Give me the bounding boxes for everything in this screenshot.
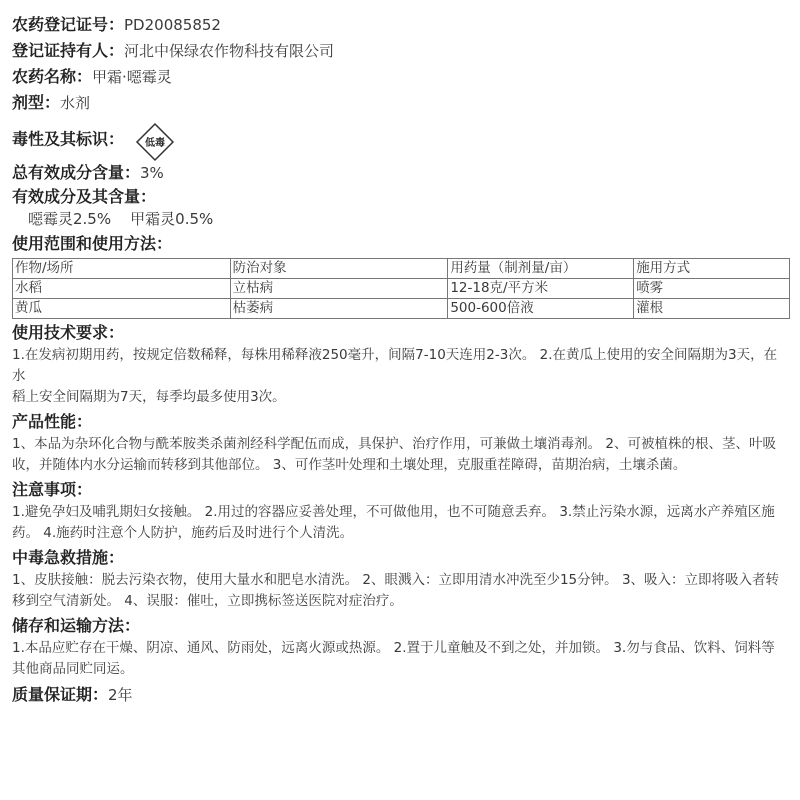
toxicity-label: 毒性及其标识： bbox=[12, 129, 125, 149]
usage-header-crop: 作物/场所 bbox=[13, 259, 231, 279]
usage-header-dosage: 用药量（制剂量/亩） bbox=[448, 259, 634, 279]
warranty-row bbox=[12, 682, 790, 708]
toxicity-badge-text: 低毒 bbox=[144, 138, 165, 149]
total-content-label: 总有效成分含量： bbox=[12, 163, 141, 182]
usage-header-target: 防治对象 bbox=[230, 259, 448, 279]
technical-line: 稻上安全间隔期为7天，每季均最多使用3次。 bbox=[12, 389, 286, 405]
warranty-label: 质量保证期： bbox=[12, 685, 109, 704]
ingredients-label: 有效成分及其含量： bbox=[12, 187, 157, 206]
usage-cell-target: 立枯病 bbox=[230, 279, 448, 299]
usage-table-header-row bbox=[13, 259, 790, 279]
firstaid-title: 中毒急救措施： bbox=[12, 548, 125, 567]
low-toxicity-diamond-icon bbox=[135, 122, 175, 170]
firstaid-line: 移到空气清新处。 4、误服：催吐，立即携标签送医院对症治疗。 bbox=[12, 593, 403, 609]
product-name-row bbox=[12, 64, 790, 90]
performance-line: 1、本品为杂环化合物与酰苯胺类杀菌剂经科学配伍而成，具保护、治疗作用，可兼做土壤消毒剂。 2、可被植株的根、茎、叶吸 bbox=[12, 436, 776, 452]
performance-line: 收，并随体内水分运输而转移到其他部位。 3、可作茎叶处理和土壤处理，克服重茬障碍，苗期治病，土壤杀菌。 bbox=[12, 457, 687, 473]
performance-title: 产品性能： bbox=[12, 412, 93, 431]
usage-cell-crop: 水稻 bbox=[13, 279, 231, 299]
registration-label: 农药登记证号： bbox=[12, 15, 125, 34]
technical-title: 使用技术要求： bbox=[12, 323, 125, 342]
storage-title: 储存和运输方法： bbox=[12, 616, 141, 635]
usage-header-method: 施用方式 bbox=[634, 259, 790, 279]
technical-line: 1.在发病初期用药，按规定倍数稀释，每株用稀释液250毫升，间隔7-10天连用2-3次。 2.在黄瓜上使用的安全间隔期为3天，在水 bbox=[12, 347, 778, 384]
usage-cell-crop: 黄瓜 bbox=[13, 299, 231, 319]
table-row bbox=[13, 279, 790, 299]
toxicity-row bbox=[12, 116, 790, 160]
label-document bbox=[12, 12, 790, 708]
registration-row bbox=[12, 12, 790, 38]
usage-cell-target: 枯萎病 bbox=[230, 299, 448, 319]
usage-title: 使用范围和使用方法： bbox=[12, 234, 173, 253]
ingredients-value: 噁霉灵2.5% 甲霜灵0.5% bbox=[28, 210, 214, 228]
ingredients-label-row bbox=[12, 186, 790, 208]
formulation-value: 水剂 bbox=[60, 94, 91, 112]
usage-cell-method: 灌根 bbox=[634, 299, 790, 319]
usage-table bbox=[12, 258, 790, 319]
table-row bbox=[13, 299, 790, 319]
holder-value: 河北中保绿农作物科技有限公司 bbox=[124, 42, 335, 60]
registration-value: PD20085852 bbox=[124, 16, 221, 34]
total-content-row bbox=[12, 160, 790, 186]
usage-cell-method: 喷雾 bbox=[634, 279, 790, 299]
storage-line: 其他商品同贮同运。 bbox=[12, 661, 134, 677]
warranty-value: 2年 bbox=[108, 686, 133, 704]
product-name-value: 甲霜·噁霉灵 bbox=[92, 68, 172, 86]
total-content-value: 3% bbox=[140, 164, 164, 182]
precautions-line: 药。 4.施药时注意个人防护，施药后及时进行个人清洗。 bbox=[12, 525, 354, 541]
storage-line: 1.本品应贮存在干燥、阴凉、通风、防雨处，远离火源或热源。 2.置于儿童触及不到之处，并加锁。 3.勿与食品、饮料、饲料等 bbox=[12, 640, 775, 656]
usage-cell-dosage: 12-18克/平方米 bbox=[448, 279, 634, 299]
holder-label: 登记证持有人： bbox=[12, 41, 125, 60]
usage-cell-dosage: 500-600倍液 bbox=[448, 299, 634, 319]
precautions-title: 注意事项： bbox=[12, 480, 93, 499]
precautions-line: 1.避免孕妇及哺乳期妇女接触。 2.用过的容器应妥善处理，不可做他用，也不可随意丢弃。 3.禁止污染水源，远离水产养殖区施 bbox=[12, 504, 775, 520]
firstaid-line: 1、皮肤接触：脱去污染衣物，使用大量水和肥皂水清洗。 2、眼溅入：立即用清水冲洗至少15分钟。 3、吸入：立即将吸入者转 bbox=[12, 572, 780, 588]
product-name-label: 农药名称： bbox=[12, 67, 93, 86]
formulation-row bbox=[12, 90, 790, 116]
holder-row bbox=[12, 38, 790, 64]
formulation-label: 剂型： bbox=[12, 93, 61, 112]
